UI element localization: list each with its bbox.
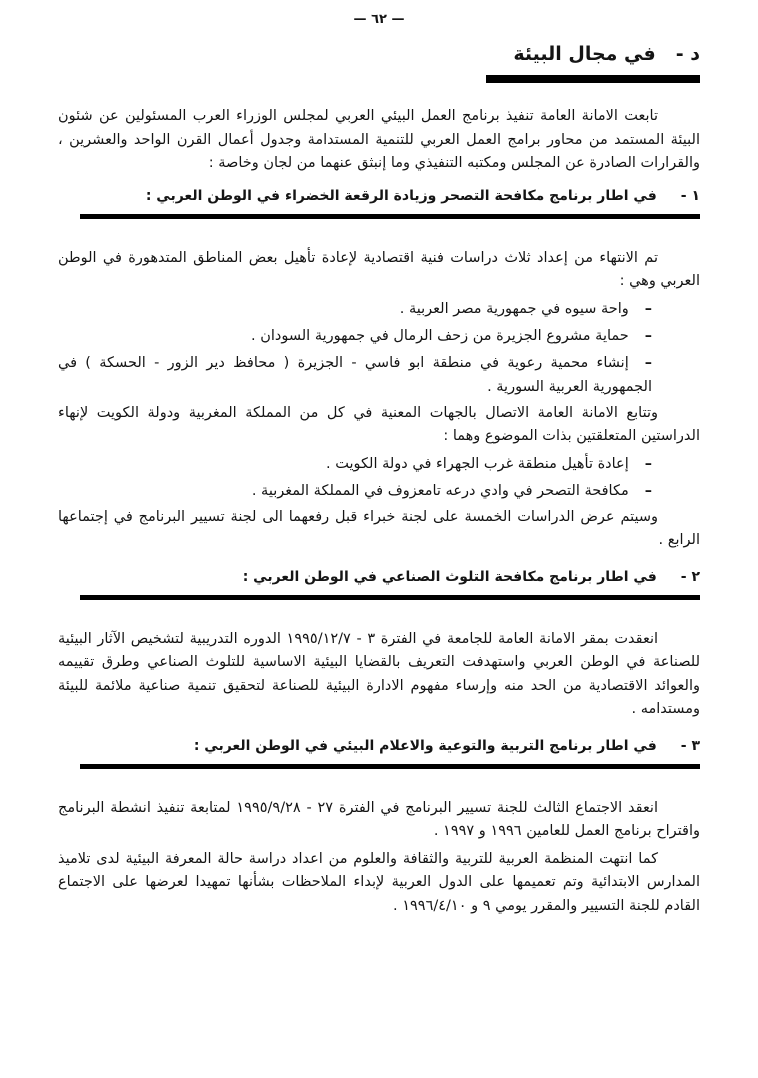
list-item-text: مكافحة التصحر في وادي درعه تامعزوف في المملكة المغربية . [251,482,629,499]
heading-title: في مجال البيئة [513,43,656,65]
dash-marker: – [644,300,652,317]
paragraph: وسيتم عرض الدراسات الخمسة على لجنة خبراء قبل رفعهما الى لجنة تسيير البرنامج في إجتماعها الرابع . [58,508,700,548]
heading-letter: د - [675,43,700,65]
section-2 [58,569,700,722]
section-divider [80,595,700,600]
dash-marker: – [644,455,652,472]
intro-paragraph: تابعت الامانة العامة تنفيذ برنامج العمل البيئي العربي لمجلس الوزراء العرب المسئولين عن شئون البيئة المستمد من محاور برامج العمل العربي للتنمية المستدامة وجدول أعمال القرن الواحد والعشرين ، والقرارات الصادرة عن المجلس ومكتبه التنفيذي وما إنبثق عنهما من لجان وخاصة : [58,108,700,171]
list-item-text: حماية مشروع الجزيرة من زحف الرمال في جمهورية السودان . [250,327,629,344]
section-3 [58,738,700,919]
section-number: ٣ - [680,737,700,754]
dash-list [58,452,652,503]
paragraph: انعقد الاجتماع الثالث للجنة تسيير البرنامج في الفترة ٢٧ - ١٩٩٥/٩/٢٨ لمتابعة تنفيذ انشطة البرنامج واقتراح برنامج العمل للعامين ١٩٩٦ و ١٩٩٧ . [58,799,700,839]
list-item-text: إعادة تأهيل منطقة غرب الجهراء في دولة الكويت . [326,455,629,472]
section-2-heading [58,569,700,585]
list-item [58,351,652,399]
list-item [58,479,652,503]
dash-marker: – [644,482,652,499]
section-number: ١ - [680,187,700,204]
section-title: في اطار برنامج مكافحة التصحر وزيادة الرقعة الخضراء في الوطن العربي : [145,187,657,204]
list-item-text: إنشاء محمية رعوية في منطقة ابو فاسي - الجزيرة ( محافظ دير الزور - الحسكة ) في الجمهورية العربية السورية . [58,354,652,395]
main-heading [58,43,700,65]
section-3-heading [58,738,700,754]
document-header [58,43,700,83]
paragraph: كما انتهت المنظمة العربية للتربية والثقافة والعلوم من اعداد دراسة حالة المعرفة البيئية لدى تلاميذ المدارس الابتدائية وتم تعميمها على الدول العربية لإبداء الملاحظات بشأنها تمهيدا لعرضها على الاجتماع القادم للجنة التسيير والمقرر يومي ٩ و ١٩٩٦/٤/١٠ . [58,850,700,914]
section-1-heading [58,188,700,204]
paragraph: تم الانتهاء من إعداد ثلاث دراسات فنية اقتصادية لإعادة تأهيل بعض المناطق المتدهورة في الوطن العربي وهي : [58,249,700,289]
section-1 [58,188,700,553]
dash-marker: – [644,354,652,371]
section-number: ٢ - [680,568,700,585]
section-title: في اطار برنامج مكافحة التلوث الصناعي في الوطن العربي : [242,568,657,585]
list-item [58,297,652,321]
paragraph: وتتابع الامانة العامة الاتصال بالجهات المعنية في كل من المملكة المغربية ودولة الكويت لإنهاء الدراستين المتعلقتين بذات الموضوع وهما : [58,404,700,444]
section-divider [80,764,700,769]
section-divider [80,214,700,219]
list-item [58,452,652,476]
list-item-text: واحة سيوه في جمهورية مصر العربية . [399,300,629,317]
list-item [58,324,652,348]
section-title: في اطار برنامج التربية والتوعية والاعلام البيئي في الوطن العربي : [193,737,657,754]
dash-marker: – [644,327,652,344]
page-number: — ٦٢ — [353,12,405,27]
heading-underline [486,75,700,83]
paragraph: انعقدت بمقر الامانة العامة للجامعة في الفترة ٣ - ١٩٩٥/١٢/٧ الدوره التدريبية لتشخيص الآثار البيئية للصناعة في الوطن العربي واستهدفت التعريف بالقضايا البيئية الاساسية للتلوث الصناعي وطرق تقييمه والعوائد الاقتصادية من الحد منه وإرساء مفهوم الادارة البيئية للصناعة لتحقيق تنمية صناعية ملائمة للبيئة ومستدامه . [58,630,700,717]
dash-list [58,297,652,399]
